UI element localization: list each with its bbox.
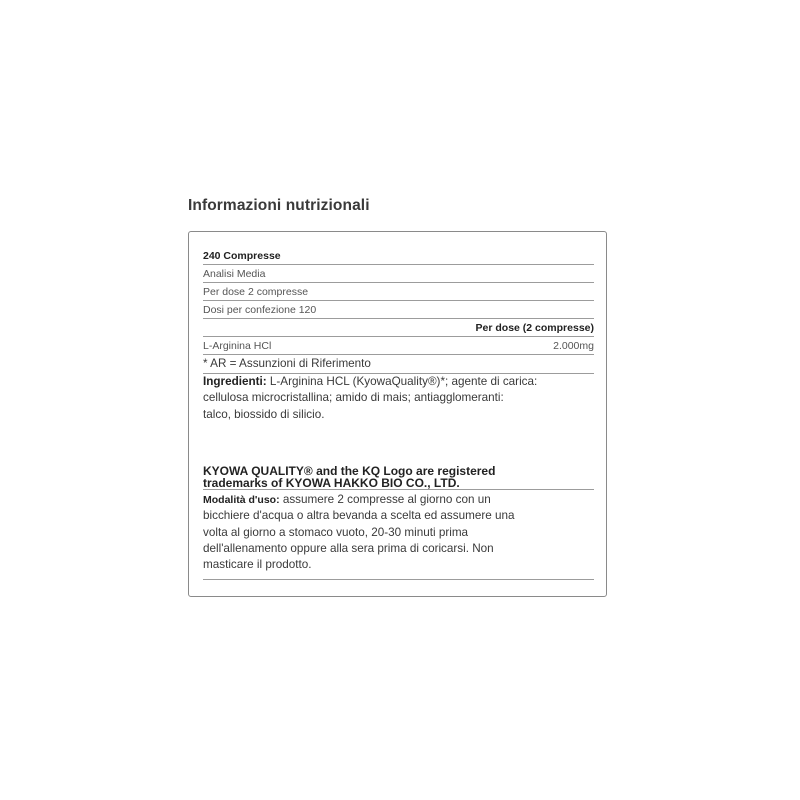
trademark-line: KYOWA QUALITY® and the KQ Logo are registered — [203, 464, 496, 478]
trademark-notice — [203, 465, 598, 489]
doses-per-pack-row: Dosi per confezione 120 — [203, 304, 317, 316]
section-title: Informazioni nutrizionali — [188, 197, 370, 214]
analysis-row: Analisi Media — [203, 268, 266, 280]
ingredients-line: cellulosa microcristallina; amido di mais; antiagglomeranti: — [203, 391, 504, 405]
divider — [203, 300, 594, 301]
nutrient-value: 2.000mg — [553, 340, 594, 352]
usage-line: Modalità d'uso: assumere 2 compresse al giorno con un — [203, 493, 491, 506]
trademark-line: trademarks of KYOWA HAKKO BIO CO., LTD. — [203, 476, 460, 490]
column-header: Per dose (2 compresse) — [475, 322, 594, 334]
nutrient-row — [203, 340, 594, 353]
divider — [203, 282, 594, 283]
usage-line: volta al giorno a stomaco vuoto, 20-30 minuti prima — [203, 525, 469, 539]
usage-line: bicchiere d'acqua o altra bevanda a scelta ed assumere una — [203, 509, 515, 523]
divider — [203, 579, 594, 580]
divider — [203, 336, 594, 337]
usage-line: masticare il prodotto. — [203, 558, 312, 572]
usage-label: Modalità d'uso: — [203, 494, 280, 506]
nutrition-label-panel — [188, 231, 607, 597]
usage-text — [203, 492, 598, 573]
package-size: 240 Compresse — [203, 250, 281, 262]
per-dose-row: Per dose 2 compresse — [203, 286, 309, 298]
ar-note: * AR = Assunzioni di Riferimento — [203, 357, 371, 370]
divider — [203, 318, 594, 319]
divider — [203, 354, 594, 355]
ingredients-line: Ingredienti: L-Arginina HCL (KyowaQuality®)*; agente di carica: — [203, 375, 538, 388]
ingredients-line: talco, biossido di silicio. — [203, 407, 325, 421]
nutrient-name: L-Arginina HCl — [203, 340, 272, 352]
usage-line: dell'allenamento oppure alla sera prima di coricarsi. Non — [203, 541, 494, 555]
divider — [203, 489, 594, 490]
ingredients-text — [203, 374, 598, 423]
ingredients-label: Ingredienti: — [203, 375, 267, 388]
divider — [203, 264, 594, 265]
